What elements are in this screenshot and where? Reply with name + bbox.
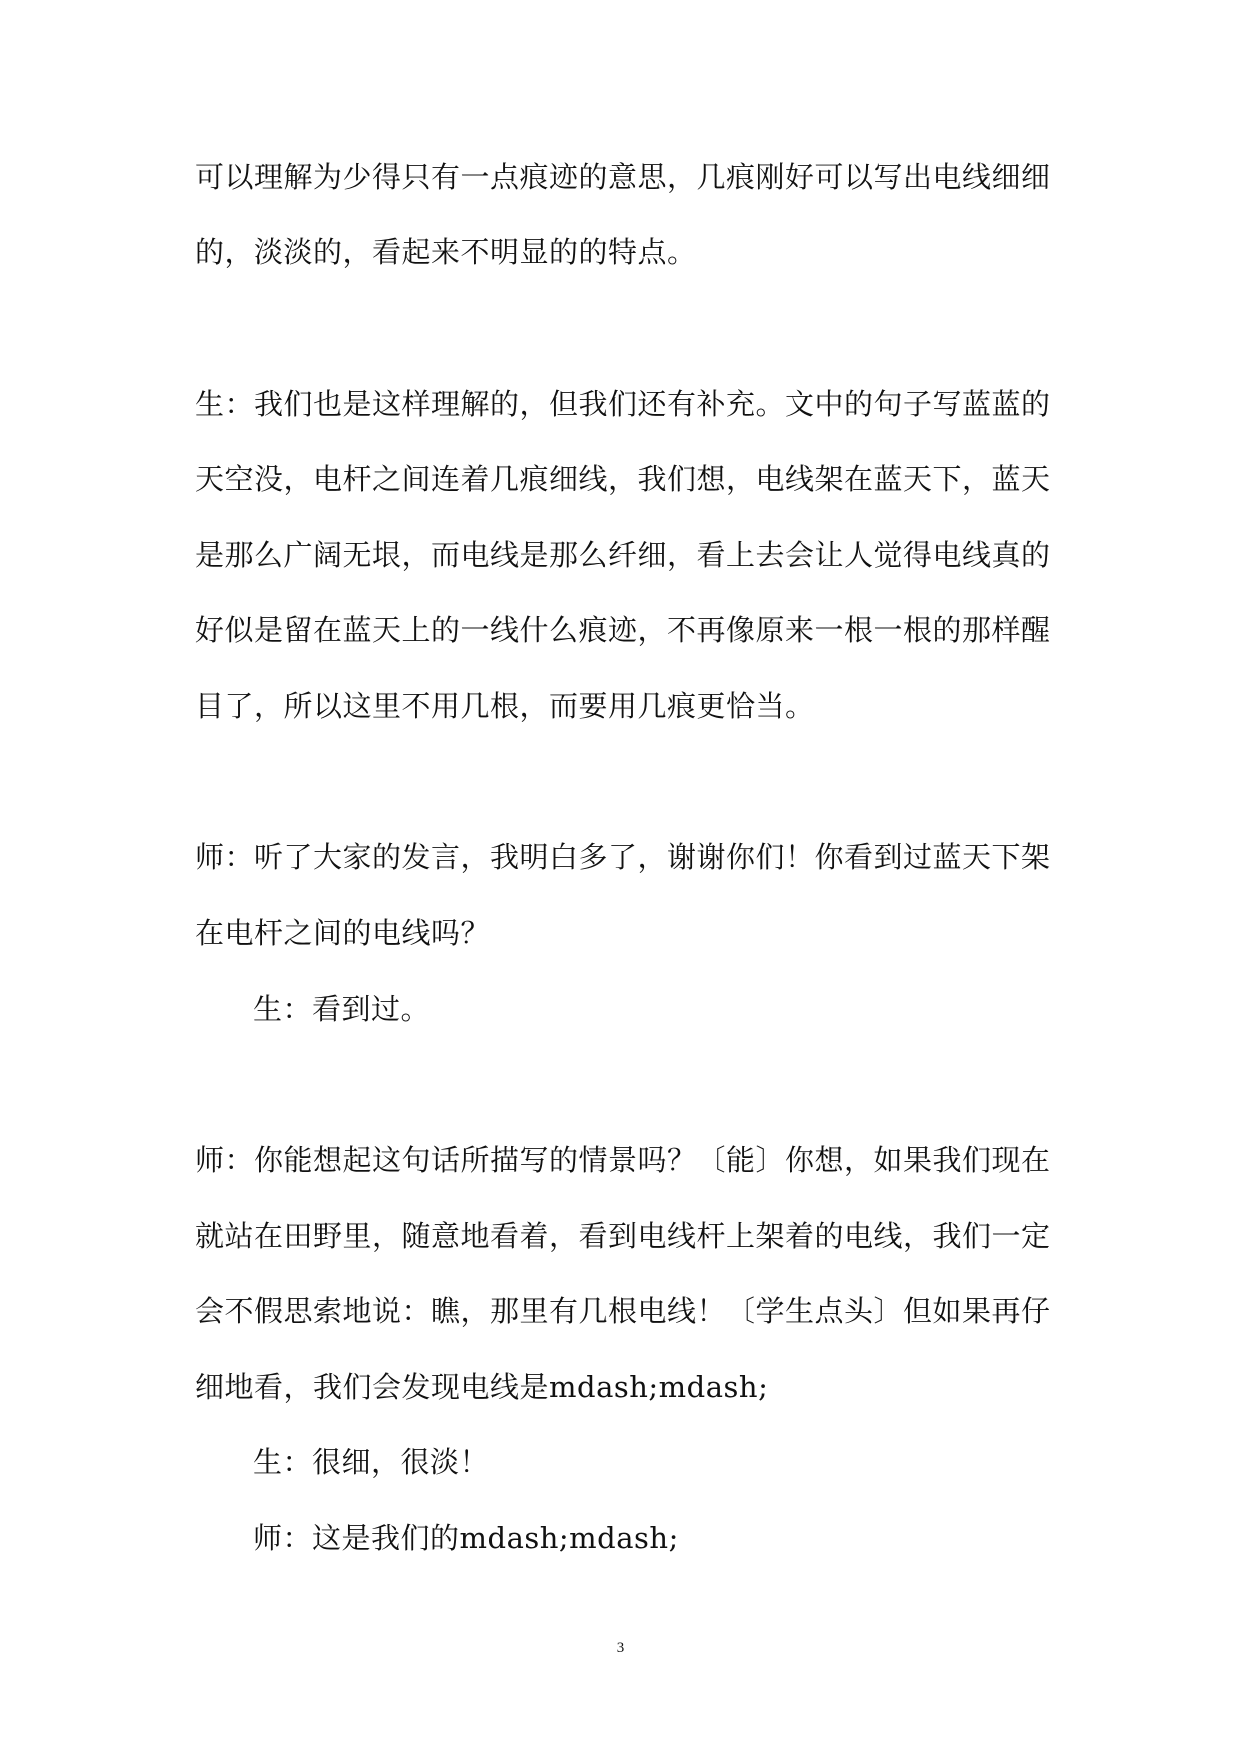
paragraph-5-line-2: 就站在田野里，随意地看着，看到电线杆上架着的电线，我们一定 bbox=[195, 1219, 1051, 1253]
paragraph-1-line-1: 可以理解为少得只有一点痕迹的意思，几痕刚好可以写出电线细细 bbox=[195, 160, 1051, 194]
paragraph-2-line-3: 是那么广阔无垠，而电线是那么纤细，看上去会让人觉得电线真的 bbox=[195, 538, 1051, 572]
paragraph-1-line-2: 的，淡淡的，看起来不明显的的特点。 bbox=[195, 235, 697, 269]
paragraph-4-line-1: 生：看到过。 bbox=[253, 992, 431, 1026]
paragraph-2-line-5: 目了，所以这里不用几根，而要用几痕更恰当。 bbox=[195, 689, 815, 723]
page-number: 3 bbox=[616, 1640, 625, 1656]
paragraph-5-line-3: 会不假思索地说：瞧，那里有几根电线！〔学生点头〕但如果再仔 bbox=[195, 1294, 1051, 1328]
paragraph-7-line-1: 师：这是我们的mdash;mdash; bbox=[253, 1521, 679, 1555]
paragraph-2-line-1: 生：我们也是这样理解的，但我们还有补充。文中的句子写蓝蓝的 bbox=[195, 387, 1051, 421]
paragraph-2-line-4: 好似是留在蓝天上的一线什么痕迹，不再像原来一根一根的那样醒 bbox=[195, 613, 1051, 647]
paragraph-5-line-4: 细地看，我们会发现电线是mdash;mdash; bbox=[195, 1370, 769, 1404]
paragraph-6-line-1: 生：很细，很淡！ bbox=[253, 1445, 490, 1479]
paragraph-3-line-2: 在电杆之间的电线吗？ bbox=[195, 916, 491, 950]
paragraph-2-line-2: 天空没，电杆之间连着几痕细线，我们想，电线架在蓝天下，蓝天 bbox=[195, 462, 1051, 496]
paragraph-5-line-1: 师：你能想起这句话所描写的情景吗？〔能〕你想，如果我们现在 bbox=[195, 1143, 1051, 1177]
paragraph-3-line-1: 师：听了大家的发言，我明白多了，谢谢你们！你看到过蓝天下架 bbox=[195, 840, 1051, 874]
